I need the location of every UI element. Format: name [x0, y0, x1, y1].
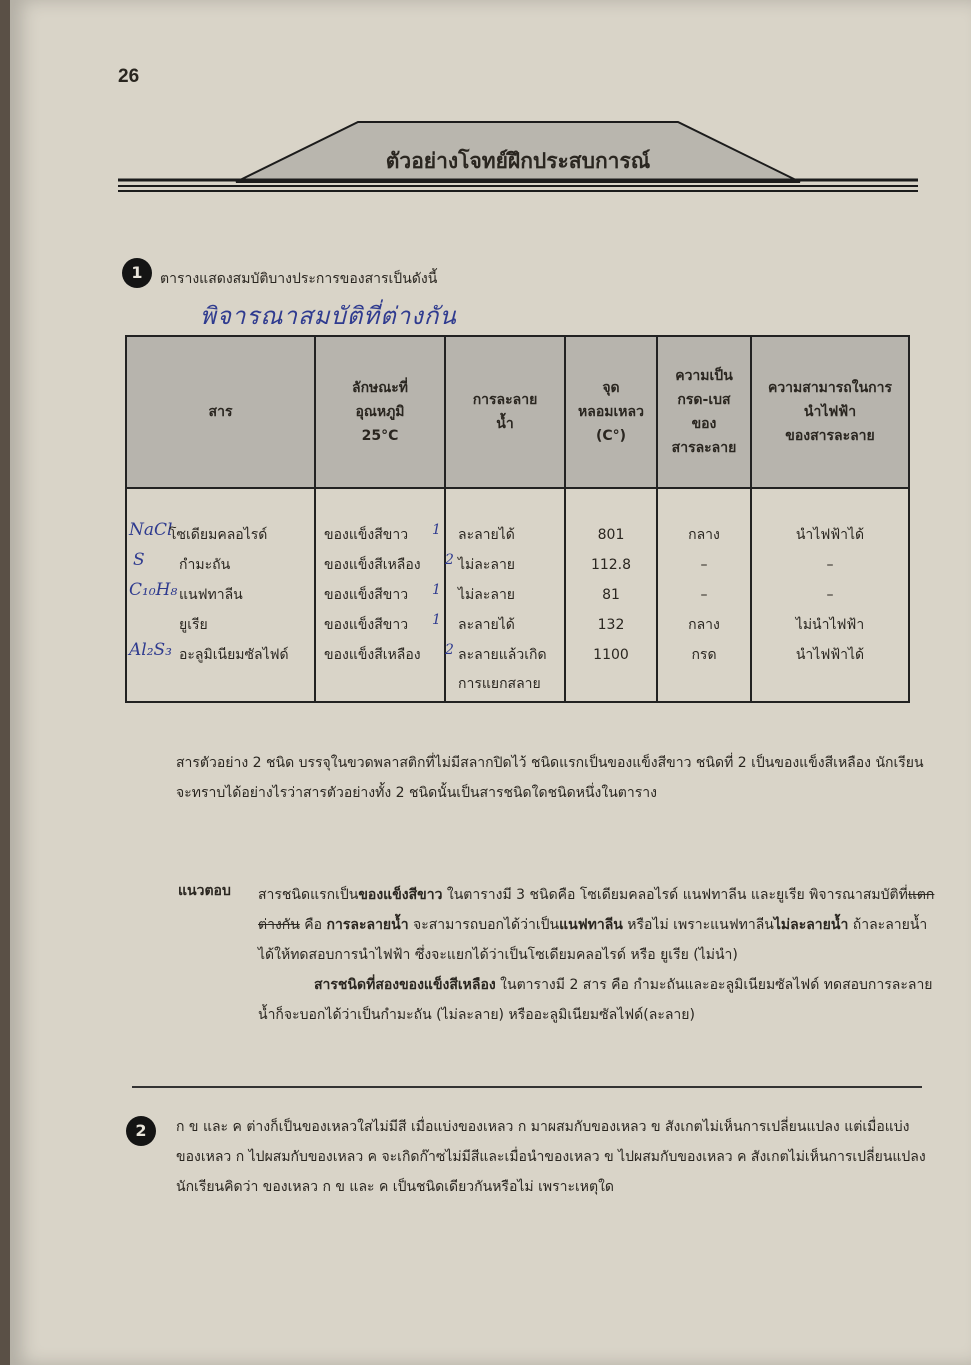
- cell-acid-base: กรด: [691, 647, 717, 663]
- header-acid-base: ความเป็น กรด-เบส ของ สารละลาย: [671, 368, 737, 456]
- cell-acid-base: กลาง: [688, 617, 720, 633]
- handwritten-mark: 2: [445, 552, 454, 568]
- answer-body: [258, 880, 938, 1030]
- header-melting-point: จุด หลอมเหลว (C°): [578, 380, 644, 444]
- cell-appearance: ของแข็งสีขาว: [324, 587, 409, 603]
- cell-acid-base: –: [700, 557, 708, 573]
- textbook-page: [10, 0, 971, 1365]
- answer-paragraph-1: สารชนิดแรกเป็นของแข็งสีขาว ในตารางมี 3 ชนิดคือ โซเดียมคลอไรด์ แนฟทาลีน และยูเรีย พิจารณาสมบัติที่แตกต่างกัน คือ การละลายน้ำ จะสามารถบอกได้ว่าเป็นแนฟทาลีน หรือไม่ เพราะแนฟทาลีนไม่ละลายน้ำ ถ้าละลายน้ำได้ให้ทดสอบการนำไฟฟ้า ซึ่งจะแยกได้ว่าเป็นโซเดียมคลอไรด์ หรือ ยูเรีย (ไม่นำ): [258, 887, 935, 963]
- handwritten-formula: NaCl: [129, 520, 173, 540]
- cell-substance: กำมะถัน: [179, 557, 231, 573]
- table-row: [127, 640, 908, 670]
- cell-appearance: ของแข็งสีเหลือง: [324, 557, 421, 573]
- cell-solubility-line2: การแยกสลาย: [458, 676, 541, 692]
- table-row: [127, 580, 908, 610]
- question-1-number: 1: [122, 258, 152, 288]
- cell-substance: โซเดียมคลอไรด์: [169, 527, 268, 543]
- cell-solubility: ไม่ละลาย: [458, 587, 516, 603]
- page-number: 26: [118, 66, 140, 87]
- handwritten-mark: 1: [432, 582, 441, 598]
- cell-melting-point: 801: [597, 527, 625, 543]
- cell-appearance: ของแข็งสีขาว: [324, 617, 409, 633]
- question-2-number: 2: [126, 1116, 156, 1146]
- handwritten-mark: 2: [445, 642, 454, 658]
- handwritten-formula: S: [133, 550, 145, 570]
- cell-melting-point: 112.8: [590, 557, 632, 573]
- handwritten-note: พิจารณาสมบัติที่ต่างกัน: [200, 302, 457, 330]
- cell-solubility: ละลายแล้วเกิด: [458, 647, 547, 663]
- question-1-intro: ตารางแสดงสมบัติบางประการของสารเป็นดังนี้: [160, 271, 438, 287]
- cell-substance: ยูเรีย: [179, 617, 208, 633]
- cell-conductivity: นำไฟฟ้าได้: [795, 527, 865, 543]
- cell-conductivity: นำไฟฟ้าได้: [795, 647, 865, 663]
- handwritten-formula: C₁₀H₈: [129, 580, 178, 600]
- cell-appearance: ของแข็งสีเหลือง: [324, 647, 421, 663]
- cell-substance: แนฟทาลีน: [179, 587, 243, 603]
- cell-solubility: ละลายได้: [458, 617, 515, 633]
- cell-melting-point: 132: [597, 617, 625, 633]
- properties-table: [125, 335, 910, 703]
- header-conductivity: ความสามารถในการ นำไฟฟ้า ของสารละลาย: [767, 380, 893, 444]
- answer-label: แนวตอบ: [178, 883, 231, 899]
- question-1-problem: สารตัวอย่าง 2 ชนิด บรรจุในขวดพลาสติกที่ไม่มีสลากปิดไว้ ชนิดแรกเป็นของแข็งสีขาว ชนิดที่ 2 เป็นของแข็งสีเหลือง นักเรียนจะทราบได้อย่างไรว่าสารตัวอย่างทั้ง 2 ชนิดนั้นเป็นสารชนิดใดชนิดหนึ่งในตาราง: [176, 755, 924, 801]
- section-title: ตัวอย่างโจทย์ฝึกประสบการณ์: [385, 148, 651, 173]
- answer-paragraph-2: สารชนิดที่สองของแข็งสีเหลือง ในตารางมี 2 สาร คือ กำมะถันและอะลูมิเนียมซัลไฟด์ ทดสอบการละลายน้ำก็จะบอกได้ว่าเป็นกำมะถัน (ไม่ละลาย) หรืออะลูมิเนียมซัลไฟด์(ละลาย): [258, 977, 933, 1023]
- handwritten-mark: 1: [432, 612, 441, 628]
- cell-conductivity: ไม่นำไฟฟ้า: [795, 617, 865, 633]
- section-divider: [132, 1086, 922, 1088]
- cell-substance: อะลูมิเนียมซัลไฟด์: [179, 647, 289, 663]
- cell-acid-base: –: [700, 587, 708, 603]
- handwritten-mark: 1: [432, 522, 441, 538]
- header-substance: สาร: [208, 404, 233, 420]
- handwritten-formula: Al₂S₃: [129, 640, 172, 660]
- cell-solubility: ละลายได้: [458, 527, 515, 543]
- table-row: [127, 550, 908, 580]
- table-row: [127, 520, 908, 550]
- cell-solubility: ไม่ละลาย: [458, 557, 516, 573]
- table-row: [127, 610, 908, 640]
- header-solubility: การละลาย น้ำ: [472, 392, 538, 432]
- cell-conductivity: –: [826, 587, 834, 603]
- table-row-continuation: [127, 669, 908, 699]
- cell-conductivity: –: [826, 557, 834, 573]
- cell-acid-base: กลาง: [688, 527, 720, 543]
- header-appearance: ลักษณะที่ อุณหภูมิ 25°C: [351, 380, 409, 444]
- cell-melting-point: 1100: [593, 647, 629, 663]
- question-2-text: ก ข และ ค ต่างก็เป็นของเหลวใสไม่มีสี เมื่อแบ่งของเหลว ก มาผสมกับของเหลว ข สังเกตไม่เห็นการเปลี่ยนแปลง แต่เมื่อแบ่งของเหลว ก ไปผสมกับของเหลว ค จะเกิดก๊าซไม่มีสีและเมื่อนำของเหลว ข ไปผสมกับของเหลว ค สังเกตไม่เห็นการเปลี่ยนแปลงนักเรียนคิดว่า ของเหลว ก ข และ ค เป็นชนิดเดียวกันหรือไม่ เพราะเหตุใด: [176, 1119, 926, 1195]
- cell-appearance: ของแข็งสีขาว: [324, 527, 409, 543]
- cell-melting-point: 81: [602, 587, 620, 603]
